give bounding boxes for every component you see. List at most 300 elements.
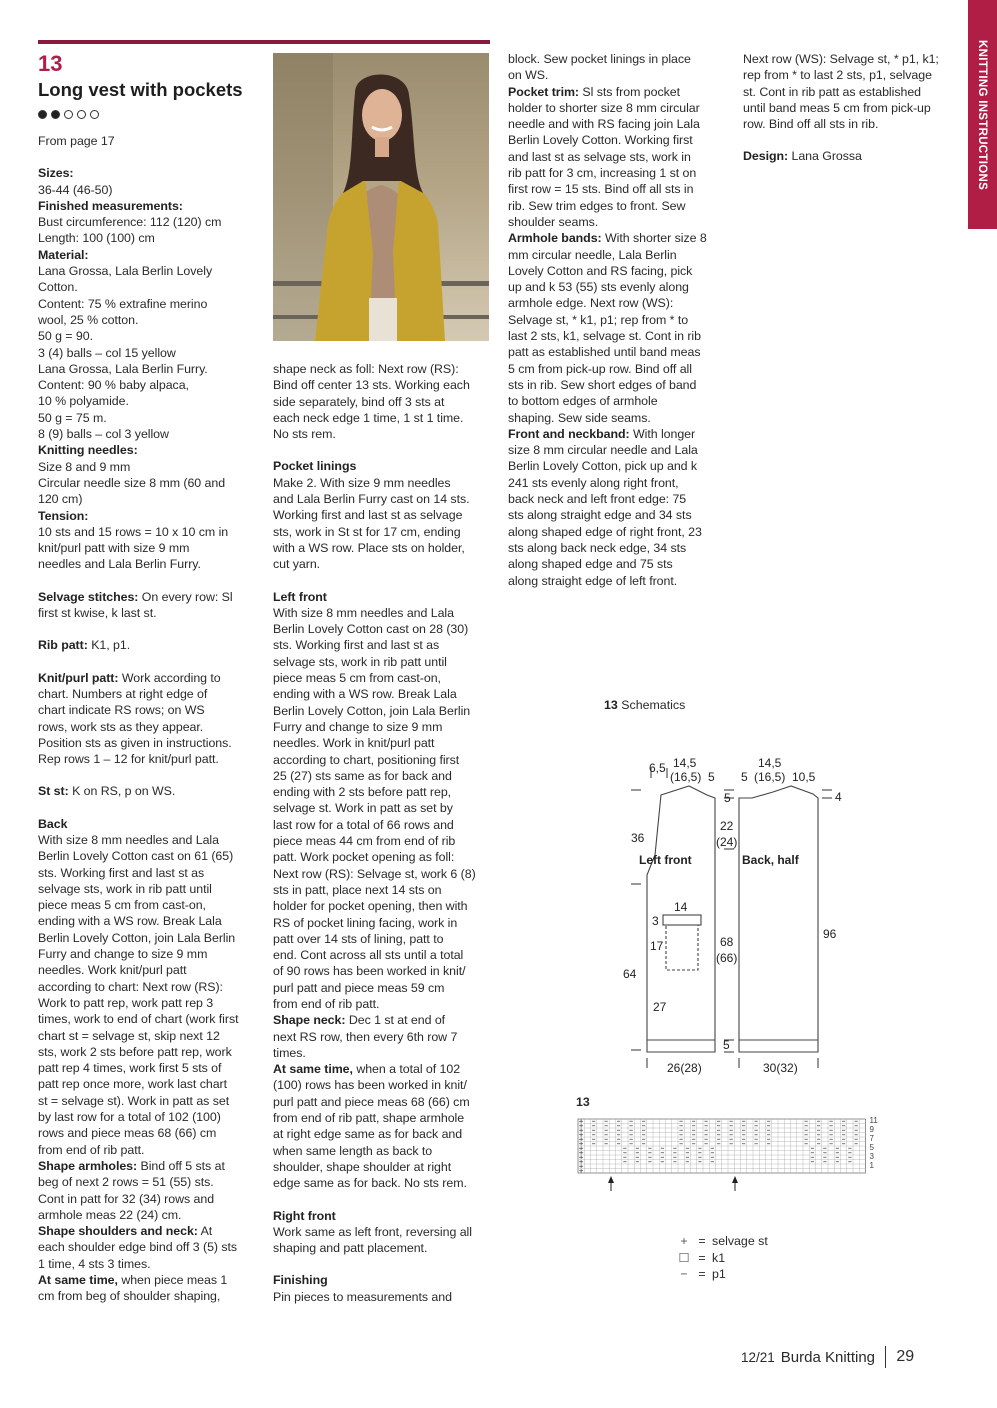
dim-10-5: 10,5: [792, 770, 816, 784]
dim-30-32: 30(32): [763, 1061, 798, 1075]
line-text: rib. Sew trim edges to front. Sew: [508, 198, 686, 213]
text-line: [273, 784, 493, 800]
line-text: Cotton.: [38, 280, 78, 295]
text-line: [273, 540, 493, 556]
text-line: [273, 589, 493, 605]
line-text: cm from beg of shoulder shaping,: [38, 1289, 221, 1304]
text-line: [38, 637, 258, 653]
text-line: [273, 1289, 493, 1305]
legend-symbol: +: [680, 1234, 688, 1248]
legend-symbol: −: [680, 1267, 688, 1281]
line-text: 241 sts evenly along right front,: [508, 475, 679, 490]
line-label: Pocket trim:: [508, 84, 580, 99]
line-text: Bind off center 13 sts. Working each: [273, 378, 470, 393]
schematics-caption: [604, 698, 685, 712]
line-text: Work same as left front, reversing all: [273, 1224, 472, 1239]
line-label: St st:: [38, 784, 69, 799]
line-text: Next row (RS): Selvage st, work 6 (8): [273, 866, 476, 881]
line-label: Selvage stitches:: [38, 589, 139, 604]
line-text: Working first and last st as selvage: [273, 508, 463, 523]
section-tab: [968, 0, 997, 229]
dim-6-5: 6,5: [649, 761, 666, 775]
text-line: [508, 458, 730, 474]
text-line: [273, 1094, 493, 1110]
line-text: Dec 1 st at end of: [345, 1013, 446, 1028]
difficulty-dot-filled: [51, 110, 60, 119]
line-text: beg of next 2 rows = 51 (55) sts.: [38, 1175, 214, 1190]
text-line: [38, 1223, 258, 1239]
text-line: [38, 962, 258, 978]
spacer: [38, 149, 258, 165]
text-line: [273, 426, 493, 442]
text-line: [38, 361, 258, 377]
back-half-outline: [739, 786, 818, 1052]
line-text: sts along straight edge and 34 sts: [508, 508, 692, 523]
legend-equals: =: [698, 1267, 706, 1281]
text-line: [273, 719, 493, 735]
text-line: [508, 67, 730, 83]
line-label: Tension:: [38, 508, 89, 523]
line-text: RS of pocket lining facing, work in: [273, 915, 458, 930]
legend-row: [676, 1233, 768, 1250]
text-line: [508, 116, 730, 132]
line-text: first row = 15 sts. Bind off all sts in: [508, 182, 694, 197]
line-text: needles and Lala Berlin Furry.: [38, 557, 201, 572]
spacer: [38, 573, 258, 589]
model-photo: [273, 53, 489, 341]
text-line: [38, 1109, 258, 1125]
text-line: [273, 1272, 493, 1288]
line-text: Size 8 and 9 mm: [38, 459, 131, 474]
line-text: selvage st. Work in patt as set by: [273, 801, 453, 816]
line-text: With longer: [629, 426, 696, 441]
text-line: [273, 621, 493, 637]
text-line: [38, 1093, 258, 1109]
line-text: with a WS row. Place sts on holder,: [273, 540, 465, 555]
line-text: knit/purl patt with size 9 mm: [38, 541, 190, 556]
text-line: [38, 832, 258, 848]
text-line: [38, 1060, 258, 1076]
text-line: [508, 410, 730, 426]
line-text: piece meas 44 cm from end of rib: [273, 834, 456, 849]
text-line: [38, 605, 258, 621]
line-text: when piece meas 1: [117, 1273, 228, 1287]
left-front-label: Left front: [639, 853, 692, 867]
text-line: [38, 1256, 258, 1272]
line-text: sts along back neck edge, 34 sts: [508, 540, 687, 555]
text-line: [273, 963, 493, 979]
line-text: Berlin Lovely Cotton cast on 28 (30): [273, 622, 469, 637]
pattern-title: Long vest with pockets: [38, 79, 243, 100]
line-text: ending with 2 sts before patt rep,: [273, 785, 452, 800]
dim-16-5-front: (16,5): [670, 770, 702, 784]
line-text: (100) rows has been worked in knit/: [273, 1078, 467, 1093]
text-line: [38, 182, 258, 198]
line-text: times, work to end of chart (work first: [38, 1012, 239, 1027]
line-text: Cont in patt for 32 (34) rows and: [38, 1191, 215, 1206]
line-text: at right edge same as for back and: [273, 1127, 463, 1142]
text-line: [273, 817, 493, 833]
text-line: [38, 1191, 258, 1207]
text-line: [38, 328, 258, 344]
line-text: 5 cm from pick-up row. Bind off all: [508, 361, 692, 376]
line-text: mm circular needle, Lala Berlin: [508, 247, 677, 262]
text-line: [38, 1044, 258, 1060]
line-text: needles. Work knit/purl patt: [38, 963, 187, 978]
line-text: Selvage st, * k1, p1; rep from * to: [508, 312, 689, 327]
line-text: chart. Numbers at right edge of: [38, 686, 208, 701]
pattern-number: 13: [38, 51, 63, 76]
text-line: [273, 703, 493, 719]
text-line: [273, 507, 493, 523]
line-text: times.: [273, 1045, 306, 1060]
line-text: sts, work in St st for 17 cm, ending: [273, 524, 461, 539]
line-text: size 8 mm circular needle and Lala: [508, 443, 698, 458]
text-line: [273, 768, 493, 784]
line-text: 1 time, 4 sts 3 times.: [38, 1256, 151, 1271]
text-line: [273, 866, 493, 882]
text-line: [38, 816, 258, 832]
text-line: [508, 295, 730, 311]
chart-row-number: 9: [869, 1125, 874, 1134]
text-line: [508, 84, 730, 100]
line-label: At same time,: [38, 1273, 118, 1287]
text-line: [38, 524, 258, 540]
line-text: K on RS, p on WS.: [68, 784, 176, 799]
line-label: Finishing: [273, 1273, 328, 1288]
dim-5-armhole: 5: [724, 791, 731, 805]
line-text: from end of rib patt, shape armhole: [273, 1111, 465, 1126]
text-line: [273, 849, 493, 865]
text-line: [508, 51, 730, 67]
spacer: [38, 654, 258, 670]
dim-26-28: 26(28): [667, 1061, 702, 1075]
line-text: first st kwise, k last st.: [38, 606, 157, 621]
line-text: until band meas 5 cm from pick-up: [743, 100, 931, 115]
spacer: [273, 573, 493, 589]
text-line: [273, 1029, 493, 1045]
text-line: [508, 377, 730, 393]
text-line: [273, 491, 493, 507]
text-line: [508, 181, 730, 197]
line-text: according to chart: Next row (RS):: [38, 979, 223, 994]
line-text: when same length as back to: [273, 1143, 433, 1158]
text-line: [508, 475, 730, 491]
chart-legend: [676, 1233, 768, 1283]
legend-row: [676, 1250, 768, 1267]
dim-5-back-shoulder: 5: [741, 770, 748, 784]
dim-17: 17: [650, 939, 664, 953]
line-text: patt rep 4 times, work first 5 sts of: [38, 1061, 222, 1076]
header-rule: [38, 40, 490, 44]
pocket-trim: [663, 915, 701, 925]
line-text: ending with a WS row. Break Lala: [38, 914, 222, 929]
line-text: shoulder, shape shoulder at right: [273, 1159, 452, 1174]
line-text: along straight edge of left front.: [508, 573, 678, 588]
text-line: [273, 458, 493, 474]
line-text: patt as established until band meas: [508, 345, 701, 360]
dim-14: 14: [674, 900, 688, 914]
text-line: [38, 686, 258, 702]
line-label: At same time,: [273, 1062, 353, 1077]
line-label: Design:: [743, 149, 789, 164]
line-text: K1, p1.: [87, 638, 131, 653]
line-text: end. Cont across all sts until a total: [273, 948, 464, 963]
legend-meaning: selvage st: [712, 1234, 768, 1248]
text-line: [38, 1158, 258, 1174]
line-text: Berlin Lovely Cotton, join Lala Berlin: [273, 703, 471, 718]
legend-meaning: k1: [712, 1250, 726, 1265]
text-line: [743, 51, 965, 67]
line-text: Berlin Lovely Cotton, join Lala Berlin: [38, 930, 236, 945]
line-text: 50 g = 75 m.: [38, 410, 107, 425]
text-line: [38, 1076, 258, 1092]
line-text: side separately, bind off 3 sts at: [273, 394, 445, 409]
line-label: Shape shoulders and neck:: [38, 1224, 198, 1239]
line-text: by last row for a total of 102 (100): [38, 1110, 221, 1125]
line-text: sts. Working first and last st as: [38, 865, 205, 880]
chart-repeat-arrow-end: [732, 1176, 738, 1183]
chart-row-number: 5: [869, 1143, 874, 1152]
line-text: 10 sts and 15 rows = 10 x 10 cm in: [38, 524, 229, 539]
line-text: 3 (4) balls – col 15 yellow: [38, 345, 176, 360]
text-line: [38, 848, 258, 864]
line-text: piece meas 5 cm from cast-on,: [273, 671, 441, 686]
line-text: rows, work sts as they appear.: [38, 719, 204, 734]
line-text: Furry and change to size 9 mm: [38, 947, 208, 962]
dim-64: 64: [623, 967, 637, 981]
text-line: [273, 394, 493, 410]
text-line: [273, 556, 493, 572]
line-text: chart indicate RS rows; on WS: [38, 703, 205, 718]
text-line: [508, 100, 730, 116]
text-line: [38, 491, 258, 507]
line-text: cut yarn.: [273, 557, 321, 572]
line-text: Pin pieces to measurements and: [273, 1289, 452, 1304]
text-line: [508, 507, 730, 523]
dim-68: 68: [720, 935, 734, 949]
line-text: 50 g = 90.: [38, 329, 93, 344]
line-label: Sizes:: [38, 166, 74, 181]
column-3: [508, 51, 730, 589]
line-text: along shaped edge and 75 sts: [508, 557, 673, 572]
dim-16-5-back: (16,5): [754, 770, 786, 784]
line-text: block. Sew pocket linings in place: [508, 52, 691, 66]
difficulty-dot-filled: [38, 110, 47, 119]
line-text: and last st as selvage sts, work in: [508, 149, 691, 164]
text-line: [508, 263, 730, 279]
line-text: With size 8 mm needles and Lala: [38, 832, 219, 847]
text-line: [38, 459, 258, 475]
line-text: rib patt for 3 cm, increasing 1 st on: [508, 166, 697, 181]
line-text: and Lala Berlin Furry cast on 14 sts.: [273, 492, 470, 507]
back-half-label: Back, half: [742, 853, 799, 867]
line-text: from end of rib patt.: [273, 996, 380, 1011]
text-line: [38, 670, 258, 686]
line-text: patt rep once more, work last chart: [38, 1077, 228, 1092]
schematics-number: 13: [604, 698, 618, 712]
text-line: [38, 1207, 258, 1223]
text-line: [38, 296, 258, 312]
text-line: [508, 426, 730, 442]
text-line: [273, 410, 493, 426]
text-line: [273, 980, 493, 996]
text-line: [38, 345, 258, 361]
line-text: 10 % polyamide.: [38, 394, 129, 409]
line-text: edge same as for back. No sts rem.: [273, 1176, 467, 1191]
spacer: [38, 621, 258, 637]
line-text: last row for a total of 66 rows and: [273, 817, 454, 832]
line-label: Front and neckband:: [508, 426, 630, 441]
line-label: Shape neck:: [273, 1013, 346, 1028]
line-text: sts in patt, place next 14 sts on: [273, 882, 442, 897]
line-text: Work to patt rep, work patt rep 3: [38, 995, 214, 1010]
line-text: from end of rib patt.: [38, 1142, 145, 1157]
spacer: [273, 442, 493, 458]
text-line: [273, 524, 493, 540]
text-line: [508, 556, 730, 572]
line-text: purl patt and piece meas 68 (66) cm: [273, 1094, 470, 1109]
line-text: selvage sts, work in rib patt until: [38, 881, 212, 896]
column-1: [38, 133, 258, 1305]
text-line: [743, 148, 965, 164]
text-line: [273, 996, 493, 1012]
text-line: [38, 410, 258, 426]
line-text: each shoulder edge bind off 3 (5) sts: [38, 1240, 238, 1255]
spacer: [38, 800, 258, 816]
line-text: on WS.: [508, 68, 549, 83]
chart-row-number: 3: [869, 1152, 874, 1161]
text-line: [273, 1077, 493, 1093]
line-text: row. Bind off all sts in rib.: [743, 117, 879, 132]
text-line: [38, 279, 258, 295]
text-line: [743, 67, 965, 83]
text-line: [508, 247, 730, 263]
line-label: Knit/purl patt:: [38, 670, 119, 685]
line-text: st = selvage st). Work in patt as set: [38, 1093, 230, 1108]
instructions-col1: [38, 165, 258, 1304]
text-line: [273, 947, 493, 963]
line-text: shoulder seams.: [508, 214, 599, 229]
line-text: holder to shorter size 8 mm circular: [508, 100, 700, 115]
line-text: when a total of 102: [352, 1062, 461, 1077]
line-text: 36-44 (46-50): [38, 182, 113, 197]
text-line: [273, 605, 493, 621]
line-text: Next row (WS): Selvage st, * p1, k1;: [743, 52, 939, 66]
line-text: Position sts as given in instructions.: [38, 735, 232, 750]
text-line: [273, 475, 493, 491]
text-line: [273, 1175, 493, 1191]
line-text: piece meas 5 cm from cast-on,: [38, 898, 206, 913]
magazine-name: Burda Knitting: [780, 1348, 876, 1366]
text-line: [38, 1288, 258, 1304]
line-text: chart st = selvage st, skip next 12: [38, 1028, 220, 1043]
dim-66: (66): [716, 951, 738, 965]
dim-22: 22: [720, 819, 734, 833]
line-text: rep from * to last 2 sts, p1, selvage: [743, 68, 932, 83]
legend-equals: =: [698, 1250, 706, 1265]
line-text: up and k 53 (55) sts evenly along: [508, 280, 689, 295]
line-text: 120 cm): [38, 492, 83, 507]
text-line: [508, 198, 730, 214]
dim-24: (24): [716, 835, 738, 849]
from-page: From page 17: [38, 134, 115, 148]
text-line: [38, 881, 258, 897]
page-footer: [741, 1346, 914, 1368]
text-line: [38, 165, 258, 181]
text-line: [273, 752, 493, 768]
line-text: shape neck as foll: Next row (RS):: [273, 362, 459, 376]
text-line: [38, 1174, 258, 1190]
line-text: rows and piece meas 68 (66) cm: [38, 1126, 217, 1141]
dim-14-5-front: 14,5: [673, 756, 697, 770]
line-text: With shorter size 8: [601, 231, 707, 246]
text-line: [273, 931, 493, 947]
line-text: Content: 90 % baby alpaca,: [38, 378, 189, 393]
spacer: [273, 1256, 493, 1272]
text-line: [38, 930, 258, 946]
text-line: [38, 393, 258, 409]
line-text: last 2 sts, k1, selvage st. Cont in rib: [508, 329, 701, 344]
line-text: Rep rows 1 – 12 for knit/purl patt.: [38, 752, 219, 767]
line-text: needles. Work in knit/purl patt: [273, 736, 435, 751]
text-line: [38, 247, 258, 263]
text-line: [273, 1143, 493, 1159]
text-line: [743, 116, 965, 132]
text-line: [38, 702, 258, 718]
text-line: [38, 1142, 258, 1158]
text-line: [273, 1224, 493, 1240]
text-line: [38, 719, 258, 735]
line-label: Back: [38, 816, 68, 831]
line-text: next RS row, then every 6th row 7: [273, 1029, 458, 1044]
text-line: [273, 1061, 493, 1077]
text-line: [38, 475, 258, 491]
line-text: Lana Grossa: [788, 149, 862, 164]
line-text: each neck edge 1 time, 1 st 1 time.: [273, 410, 464, 425]
line-text: Lana Grossa, Lala Berlin Furry.: [38, 361, 208, 376]
chart-number: 13: [576, 1095, 590, 1109]
issue-number: 12/21: [741, 1349, 775, 1365]
text-line: [273, 735, 493, 751]
line-text: Make 2. With size 9 mm needles: [273, 475, 451, 490]
dim-5-front-shoulder: 5: [708, 770, 715, 784]
line-text: Sl sts from pocket: [579, 84, 680, 99]
text-line: [38, 783, 258, 799]
text-line: [38, 198, 258, 214]
dim-27: 27: [653, 1000, 667, 1014]
text-line: [38, 897, 258, 913]
line-text: Work according to: [118, 670, 221, 685]
line-text: Bust circumference: 112 (120) cm: [38, 215, 222, 230]
text-line: [508, 361, 730, 377]
line-label: Knitting needles:: [38, 443, 138, 458]
line-text: along shaped edge of right front, 23: [508, 524, 702, 539]
text-line: [273, 833, 493, 849]
line-label: Material:: [38, 247, 89, 262]
dim-3: 3: [652, 914, 659, 928]
line-text: At: [197, 1224, 213, 1239]
text-line: [38, 214, 258, 230]
dim-5-rib: 5: [723, 1038, 730, 1052]
line-label: Left front: [273, 589, 327, 604]
text-line: [508, 165, 730, 181]
line-text: 8 (9) balls – col 3 yellow: [38, 427, 169, 442]
line-text: Berlin Lovely Cotton. Working first: [508, 133, 693, 148]
spacer: [273, 1192, 493, 1208]
text-line: [508, 149, 730, 165]
text-line: [38, 1239, 258, 1255]
